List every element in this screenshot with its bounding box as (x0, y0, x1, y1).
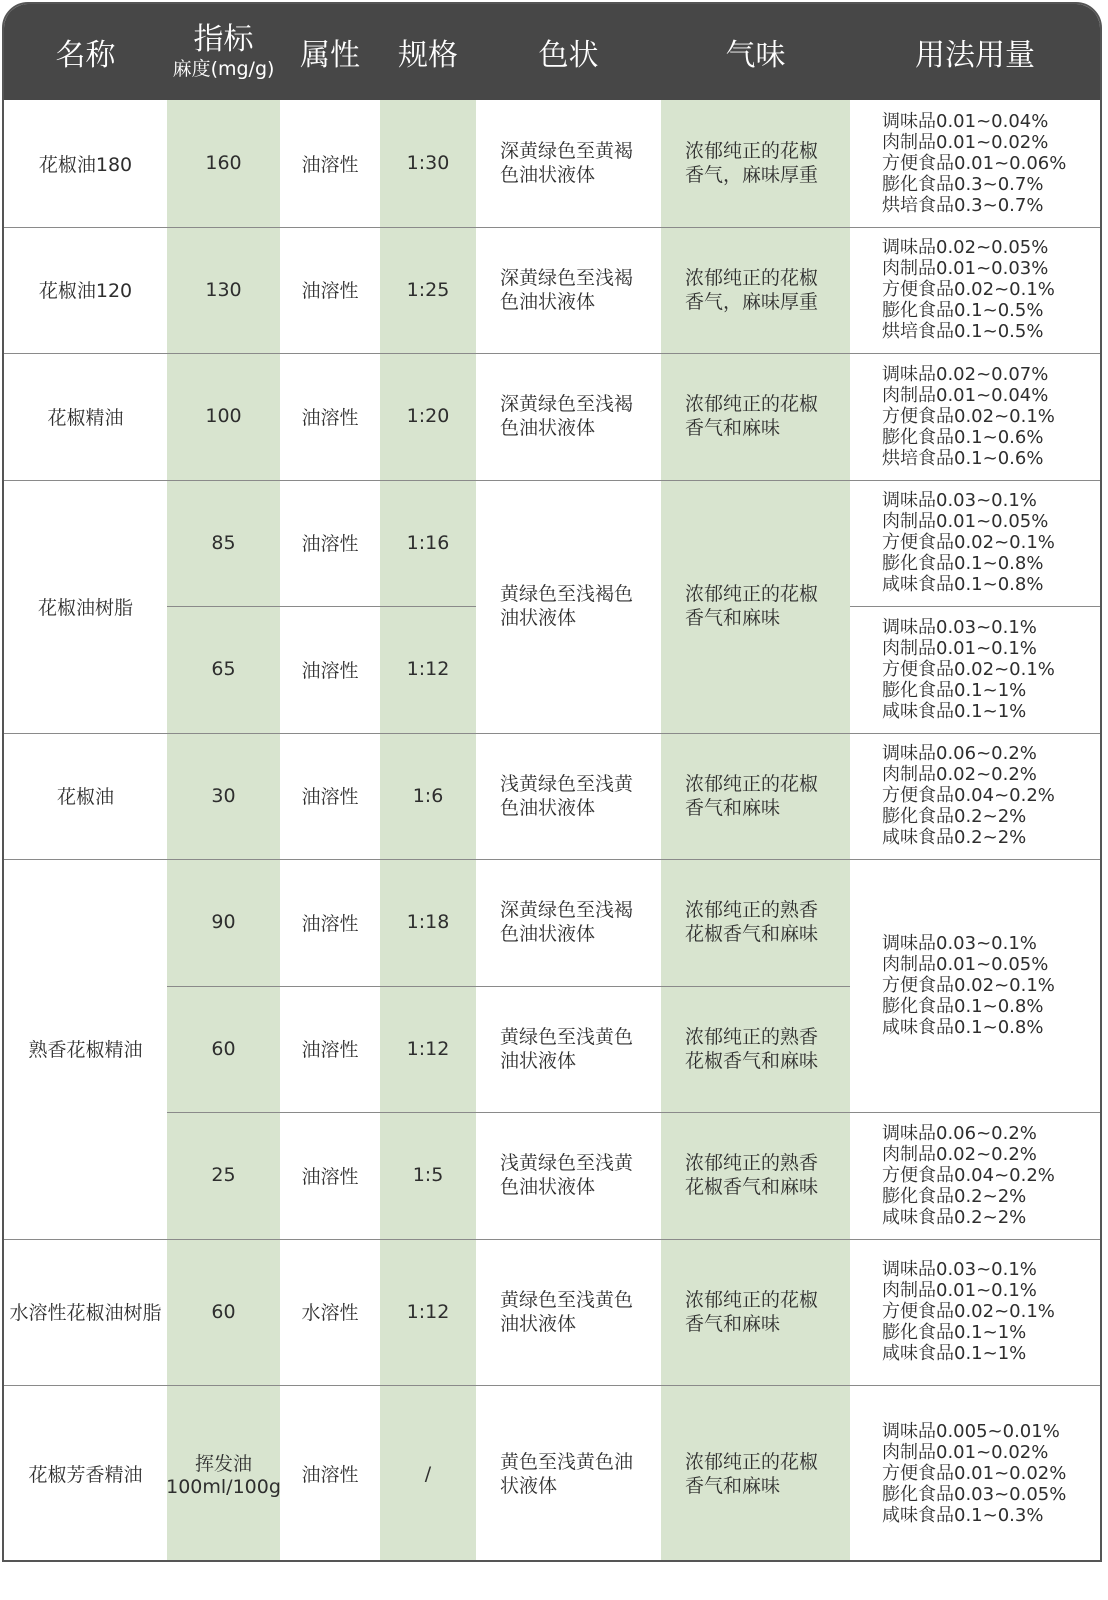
smell-description: 浓郁纯正的花椒 香气和麻味 (661, 1239, 850, 1386)
specification: 1:20 (380, 353, 476, 480)
header-index-label: 指标 (193, 21, 254, 57)
row-divider (4, 480, 1100, 481)
solubility: 油溶性 (301, 1039, 359, 1062)
specification: 1:5 (380, 1112, 476, 1239)
row-divider (4, 353, 1100, 354)
numbness-index: 25 (167, 1112, 280, 1239)
usage-dosage: 调味品0.02~0.07% 肉制品0.01~0.04% 方便食品0.02~0.1% 膨化食品0.1~0.6% 烘培食品0.1~0.6% (882, 363, 1055, 469)
solubility: 油溶性 (301, 786, 359, 809)
header-color: 色状 (538, 38, 599, 73)
header-smell: 气味 (725, 38, 786, 73)
numbness-index: 30 (167, 733, 280, 860)
color-description: 黄绿色至浅黄色 油状液体 (500, 1025, 634, 1072)
header-usage: 用法用量 (915, 38, 1035, 73)
solubility: 油溶性 (301, 659, 359, 682)
row-divider (167, 986, 850, 987)
solubility: 水溶性 (301, 1302, 359, 1325)
header-spec: 规格 (398, 38, 458, 73)
product-name: 水溶性花椒油树脂 (9, 1302, 162, 1325)
smell-description: 浓郁纯正的花椒 香气和麻味 (661, 1385, 850, 1562)
specification: 1:18 (380, 859, 476, 986)
specification: 1:6 (380, 733, 476, 860)
header-index-sub: 麻度(mg/g) (172, 58, 275, 81)
usage-dosage: 调味品0.03~0.1% 肉制品0.01~0.05% 方便食品0.02~0.1% 膨化食品0.1~0.8% 咸味食品0.1~0.8% (882, 490, 1055, 596)
smell-description: 浓郁纯正的花椒 香气和麻味 (661, 733, 850, 860)
usage-dosage: 调味品0.03~0.1% 肉制品0.01~0.05% 方便食品0.02~0.1% 膨化食品0.1~0.8% 咸味食品0.1~0.8% (882, 933, 1055, 1038)
smell-description: 浓郁纯正的熟香 花椒香气和麻味 (661, 1112, 850, 1239)
specification: 1:12 (380, 986, 476, 1113)
color-description: 黄色至浅黄色油 状液体 (500, 1450, 634, 1497)
specification: / (380, 1385, 476, 1562)
numbness-index: 60 (167, 986, 280, 1113)
product-name: 花椒油 (56, 786, 114, 809)
row-divider (4, 227, 1100, 228)
specification: 1:30 (380, 100, 476, 227)
solubility: 油溶性 (301, 280, 359, 303)
row-divider (4, 859, 1100, 860)
product-name: 花椒油树脂 (37, 596, 133, 619)
smell-description: 浓郁纯正的熟香 花椒香气和麻味 (661, 859, 850, 986)
color-description: 深黄绿色至浅褐 色油状液体 (500, 899, 634, 946)
usage-dosage: 调味品0.03~0.1% 肉制品0.01~0.1% 方便食品0.02~0.1% 膨化食品0.1~1% 咸味食品0.1~1% (882, 616, 1055, 722)
specification: 1:25 (380, 227, 476, 354)
usage-dosage: 调味品0.01~0.04% 肉制品0.01~0.02% 方便食品0.01~0.06% 膨化食品0.3~0.7% 烘培食品0.3~0.7% (882, 110, 1067, 216)
row-divider (850, 1112, 1100, 1113)
color-description: 黄绿色至浅黄色 油状液体 (500, 1288, 634, 1335)
numbness-index: 130 (167, 227, 280, 354)
smell-description: 浓郁纯正的花椒 香气和麻味 (661, 480, 850, 733)
row-divider (850, 606, 1100, 607)
row-divider (4, 733, 1100, 734)
solubility: 油溶性 (301, 153, 359, 176)
product-name: 花椒精油 (47, 406, 124, 429)
color-description: 浅黄绿色至浅黄 色油状液体 (500, 772, 634, 819)
specification: 1:12 (380, 1239, 476, 1386)
numbness-index: 160 (167, 100, 280, 227)
solubility: 油溶性 (301, 1165, 359, 1188)
color-description: 深黄绿色至浅褐 色油状液体 (500, 266, 634, 313)
solubility: 油溶性 (301, 1464, 359, 1486)
solubility: 油溶性 (301, 912, 359, 935)
specification: 1:12 (380, 606, 476, 733)
usage-dosage: 调味品0.03~0.1% 肉制品0.01~0.1% 方便食品0.02~0.1% 膨化食品0.1~1% 咸味食品0.1~1% (882, 1259, 1055, 1365)
numbness-index: 挥发油 100ml/100g (167, 1385, 280, 1562)
color-description: 深黄绿色至浅褐 色油状液体 (500, 393, 634, 440)
usage-dosage: 调味品0.005~0.01% 肉制品0.01~0.02% 方便食品0.01~0.02% 膨化食品0.03~0.05% 咸味食品0.1~0.3% (882, 1421, 1067, 1526)
header-index (167, 4, 280, 100)
specification: 1:16 (380, 480, 476, 607)
numbness-index: 60 (167, 1239, 280, 1386)
smell-description: 浓郁纯正的花椒 香气，麻味厚重 (661, 100, 850, 227)
color-description: 深黄绿色至黄褐 色油状液体 (500, 140, 634, 187)
product-name: 花椒油180 (38, 153, 133, 176)
product-name: 熟香花椒精油 (28, 1039, 143, 1062)
color-description: 浅黄绿色至浅黄 色油状液体 (500, 1152, 634, 1199)
solubility: 油溶性 (301, 533, 359, 556)
numbness-index: 90 (167, 859, 280, 986)
numbness-index: 65 (167, 606, 280, 733)
header-attr: 属性 (300, 38, 360, 73)
row-divider (4, 1239, 1100, 1240)
color-description: 黄绿色至浅褐色 油状液体 (500, 583, 634, 629)
header-name: 名称 (55, 38, 116, 73)
usage-dosage: 调味品0.06~0.2% 肉制品0.02~0.2% 方便食品0.04~0.2% 膨化食品0.2~2% 咸味食品0.2~2% (882, 743, 1055, 849)
row-divider (167, 606, 476, 607)
usage-dosage: 调味品0.06~0.2% 肉制品0.02~0.2% 方便食品0.04~0.2% 膨化食品0.2~2% 咸味食品0.2~2% (882, 1122, 1055, 1228)
numbness-index: 100 (167, 353, 280, 480)
numbness-index: 85 (167, 480, 280, 607)
smell-description: 浓郁纯正的熟香 花椒香气和麻味 (661, 986, 850, 1113)
table-header (4, 4, 1100, 100)
product-name: 花椒油120 (38, 280, 133, 303)
row-divider (4, 1385, 1100, 1386)
product-name: 花椒芳香精油 (28, 1464, 143, 1486)
row-divider (167, 1112, 850, 1113)
smell-description: 浓郁纯正的花椒 香气和麻味 (661, 353, 850, 480)
solubility: 油溶性 (301, 406, 359, 429)
spec-table (2, 2, 1102, 1562)
smell-description: 浓郁纯正的花椒 香气，麻味厚重 (661, 227, 850, 354)
usage-dosage: 调味品0.02~0.05% 肉制品0.01~0.03% 方便食品0.02~0.1% 膨化食品0.1~0.5% 烘培食品0.1~0.5% (882, 237, 1055, 343)
